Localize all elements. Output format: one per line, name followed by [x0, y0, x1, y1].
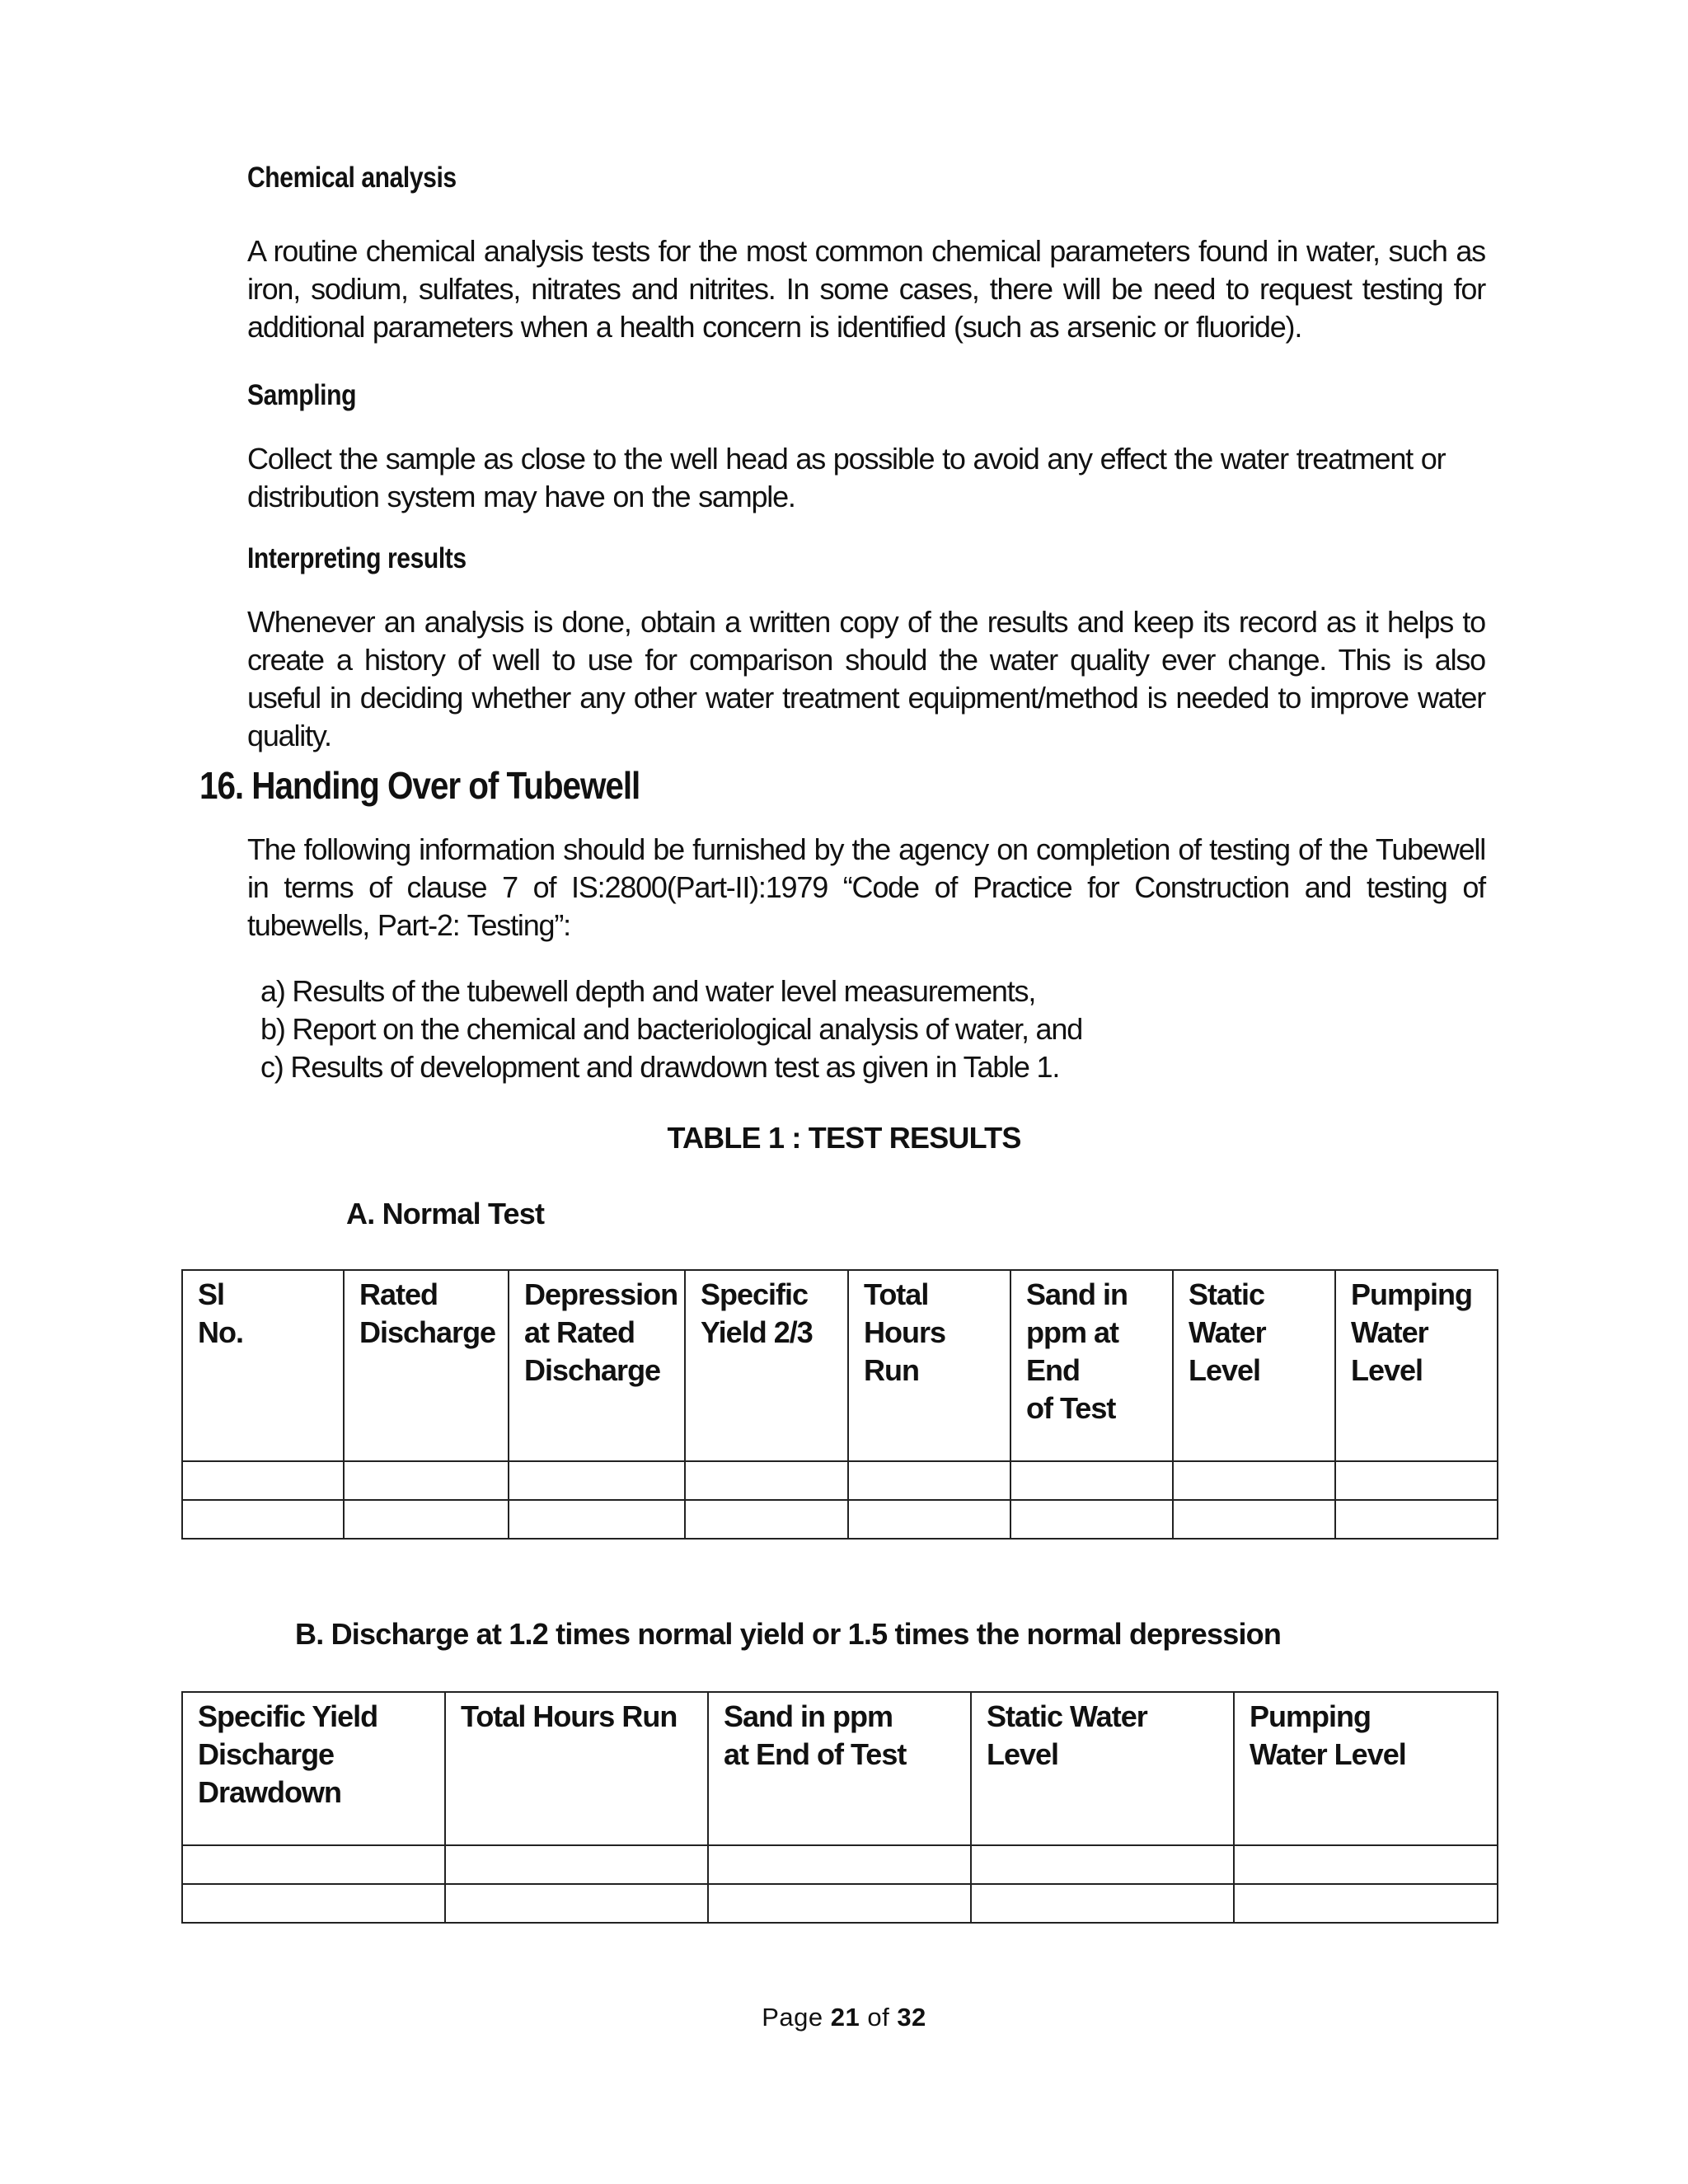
discharge-test-table [181, 1691, 1498, 1924]
table-header-row [182, 1692, 1498, 1845]
table-cell [182, 1884, 445, 1923]
list-item: a) Results of the tubewell depth and water level measurements, [260, 974, 1036, 1008]
table-cell [708, 1884, 971, 1923]
header-cell: Total Hours Run [445, 1692, 708, 1845]
discharge-test-label: B. Discharge at 1.2 times normal yield or 1.5 times the normal depression [295, 1617, 1282, 1651]
header-cell: Specific Yield 2/3 [685, 1270, 848, 1461]
table-row [182, 1845, 1498, 1884]
table-cell [848, 1500, 1010, 1539]
table-cell [1010, 1461, 1173, 1500]
table-cell [1335, 1500, 1498, 1539]
sampling-text: Collect the sample as close to the well head as possible to avoid any effect the water treatment or distribution system may have on the sample. [247, 442, 1446, 513]
section-16-title: 16. Handing Over of Tubewell [199, 764, 640, 807]
header-cell: Pumping Water Level [1234, 1692, 1498, 1845]
header-cell: Static Water Level [1173, 1270, 1335, 1461]
table-cell [509, 1500, 685, 1539]
page-footer [0, 2003, 1688, 2032]
results-list [260, 972, 1082, 1086]
page-current: 21 [830, 2003, 860, 2032]
header-cell: Rated Discharge [344, 1270, 509, 1461]
table-row [182, 1461, 1498, 1500]
table-cell [182, 1461, 344, 1500]
chemical-analysis-heading: Chemical analysis [247, 162, 457, 194]
table-cell [445, 1884, 708, 1923]
table-cell [1335, 1461, 1498, 1500]
header-cell: Static Water Level [971, 1692, 1234, 1845]
table-cell [1234, 1845, 1498, 1884]
table-cell [971, 1884, 1234, 1923]
header-cell: Total Hours Run [848, 1270, 1010, 1461]
section-16-intro: The following information should be furnished by the agency on completion of testing of the Tubewell in terms of clause 7 of IS:2800(Part-II):1979 “Code of Practice for Construction and testing of tubewells, Part-2: Testing”: [247, 832, 1485, 942]
normal-test-table [181, 1269, 1498, 1540]
page-total: 32 [897, 2003, 926, 2032]
table-cell [344, 1461, 509, 1500]
header-cell: Depression at Rated Discharge [509, 1270, 685, 1461]
table-row [182, 1884, 1498, 1923]
table-cell [182, 1500, 344, 1539]
table-cell [445, 1845, 708, 1884]
interpreting-results-text: Whenever an analysis is done, obtain a written copy of the results and keep its record as it helps to create a history of well to use for comparison should the water quality ever change. This is also useful in deciding whether any other water treatment equipment/method is needed to improve water quality. [247, 605, 1485, 752]
list-item: b) Report on the chemical and bacteriological analysis of water, and [260, 1012, 1083, 1046]
table-cell [685, 1461, 848, 1500]
sampling-heading: Sampling [247, 379, 357, 411]
header-cell: Sand in ppm at End of Test [708, 1692, 971, 1845]
chemical-analysis-text: A routine chemical analysis tests for the most common chemical parameters found in water, such as iron, sodium, sulfates, nitrates and nitrites. In some cases, there will be need to request testing for additional parameters when a health concern is identified (such as arsenic or fluoride). [247, 234, 1485, 344]
page-prefix: Page [762, 2003, 823, 2032]
table-cell [685, 1500, 848, 1539]
table-cell [1173, 1461, 1335, 1500]
table-cell [182, 1845, 445, 1884]
table-cell [971, 1845, 1234, 1884]
table-cell [509, 1461, 685, 1500]
table-cell [1234, 1884, 1498, 1923]
table-cell [344, 1500, 509, 1539]
table-1-title: TABLE 1 : TEST RESULTS [667, 1121, 1021, 1155]
table-cell [1173, 1500, 1335, 1539]
header-cell: Sand in ppm at End of Test [1010, 1270, 1173, 1461]
table-row [182, 1500, 1498, 1539]
table-cell [1010, 1500, 1173, 1539]
interpreting-results-heading: Interpreting results [247, 542, 467, 574]
normal-test-label: A. Normal Test [346, 1197, 545, 1230]
header-cell: Sl No. [182, 1270, 344, 1461]
table-cell [708, 1845, 971, 1884]
list-item: c) Results of development and drawdown test as given in Table 1. [260, 1050, 1060, 1084]
table-header-row [182, 1270, 1498, 1461]
page-of: of [867, 2003, 890, 2032]
header-cell: Specific Yield Discharge Drawdown [182, 1692, 445, 1845]
table-cell [848, 1461, 1010, 1500]
header-cell: Pumping Water Level [1335, 1270, 1498, 1461]
